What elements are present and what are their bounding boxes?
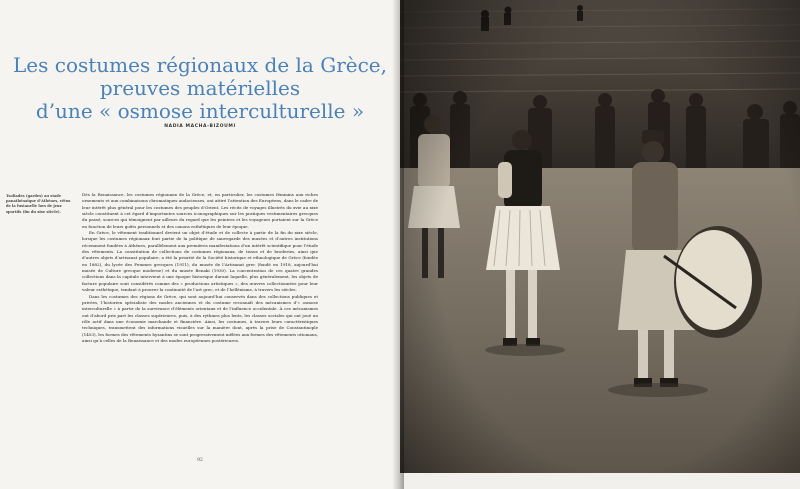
page-bottom-margin	[400, 473, 800, 489]
body-paragraph: En Grèce, le vêtement traditionnel devient un objet d’étude et de collecte à partir de la fin du xixe siècle, lorsque les costumes régionaux font partie de la politique de sauvegarde des musées et d’autres institutions récemment fondées à Athènes, parallèlement aux premières manifestations d’un intérêt scientifique pour l’étude des vêtements. La constitution de collections de costumes régionaux, de tissus et de broderies, ainsi que d’autres objets d’artisanat populaire, a été la priorité de la Société historique et ethnologique de Grèce (fondée en 1882), du lycée des Femmes grecques (1911), du musée de l’Artisanat grec (fondé en 1918, aujourd’hui musée de Culture grecque moderne) et du musée Benaki (1930). La concentration de ces quatre grandes collections dans la capitale intervient à une époque historique durant laquelle, plus généralement, les objets de facture populaire sont considérés comme des « productions artistiques », des œuvres collectionnées pour leur valeur esthétique, tendant à prouver la continuité de l’art grec, et de l’hellénisme, à travers les siècles.	[82, 230, 318, 293]
title-line-3: d’une « osmose interculturelle »	[35, 99, 365, 123]
photo-caption: Tsoliades (gardes) au stade panathénaïque d’Athènes, vêtus de la fustanelle lors de jeux sportifs (fin du xixe siècle).	[6, 194, 71, 214]
article-title	[10, 54, 390, 123]
historic-photograph	[400, 0, 800, 473]
title-line-2: preuves matérielles	[99, 76, 301, 100]
photo-illustration	[400, 0, 800, 473]
body-paragraph: Dans les costumes des régions de Grèce, qui sont aujourd’hui conservés dans des collections publiques et privées, l’historien spécialiste des modes anciennes et du costume reconnaît des mécanismes d’« osmose interculturelle » à partir de la survivance d’éléments orientaux et de l’influence occidentale. À ces mécanismes ont d’abord pris part les classes supérieures, puis, à des rythmes plus lents, les classes sociales qui ont joué un rôle actif dans une économie marchande et financière. Ainsi, les costumes, à travers leurs caractéristiques techniques, transmettent des informations visuelles sur la manière dont, après la prise de Constantinople (1453), les formes des vêtements byzantins se sont progressivement mêlées aux formes des vêtements ottomans, ainsi qu’à celles de la Renaissance et des modes européennes postérieures.	[82, 293, 318, 343]
page-number: 92	[197, 458, 203, 463]
body-paragraph: Dès la Renaissance, les costumes régionaux de la Grèce, et, en particulier, les costumes féminins aux riches ornements et aux combinaisons chromatiques audacieuses, ont attiré l’attention des Européens, dans le cadre de leur intérêt plus général pour les costumes des peuples d’Orient. Les récits de voyages illustrés du xvie au xixe siècle constituent à cet égard d’importantes sources iconographiques sur les pratiques vestimentaires grecques du passé, sources qui témoignent par ailleurs du regard que les peintres et les voyageurs portaient sur la Grèce en fonction de leurs goûts personnels et des canons esthétiques de leur époque.	[82, 192, 318, 229]
book-gutter	[392, 0, 404, 489]
title-line-1: Les costumes régionaux de la Grèce,	[13, 53, 387, 77]
author-name: NADIA MACHA-BIZOUMI	[164, 124, 236, 129]
article-body	[82, 192, 318, 344]
